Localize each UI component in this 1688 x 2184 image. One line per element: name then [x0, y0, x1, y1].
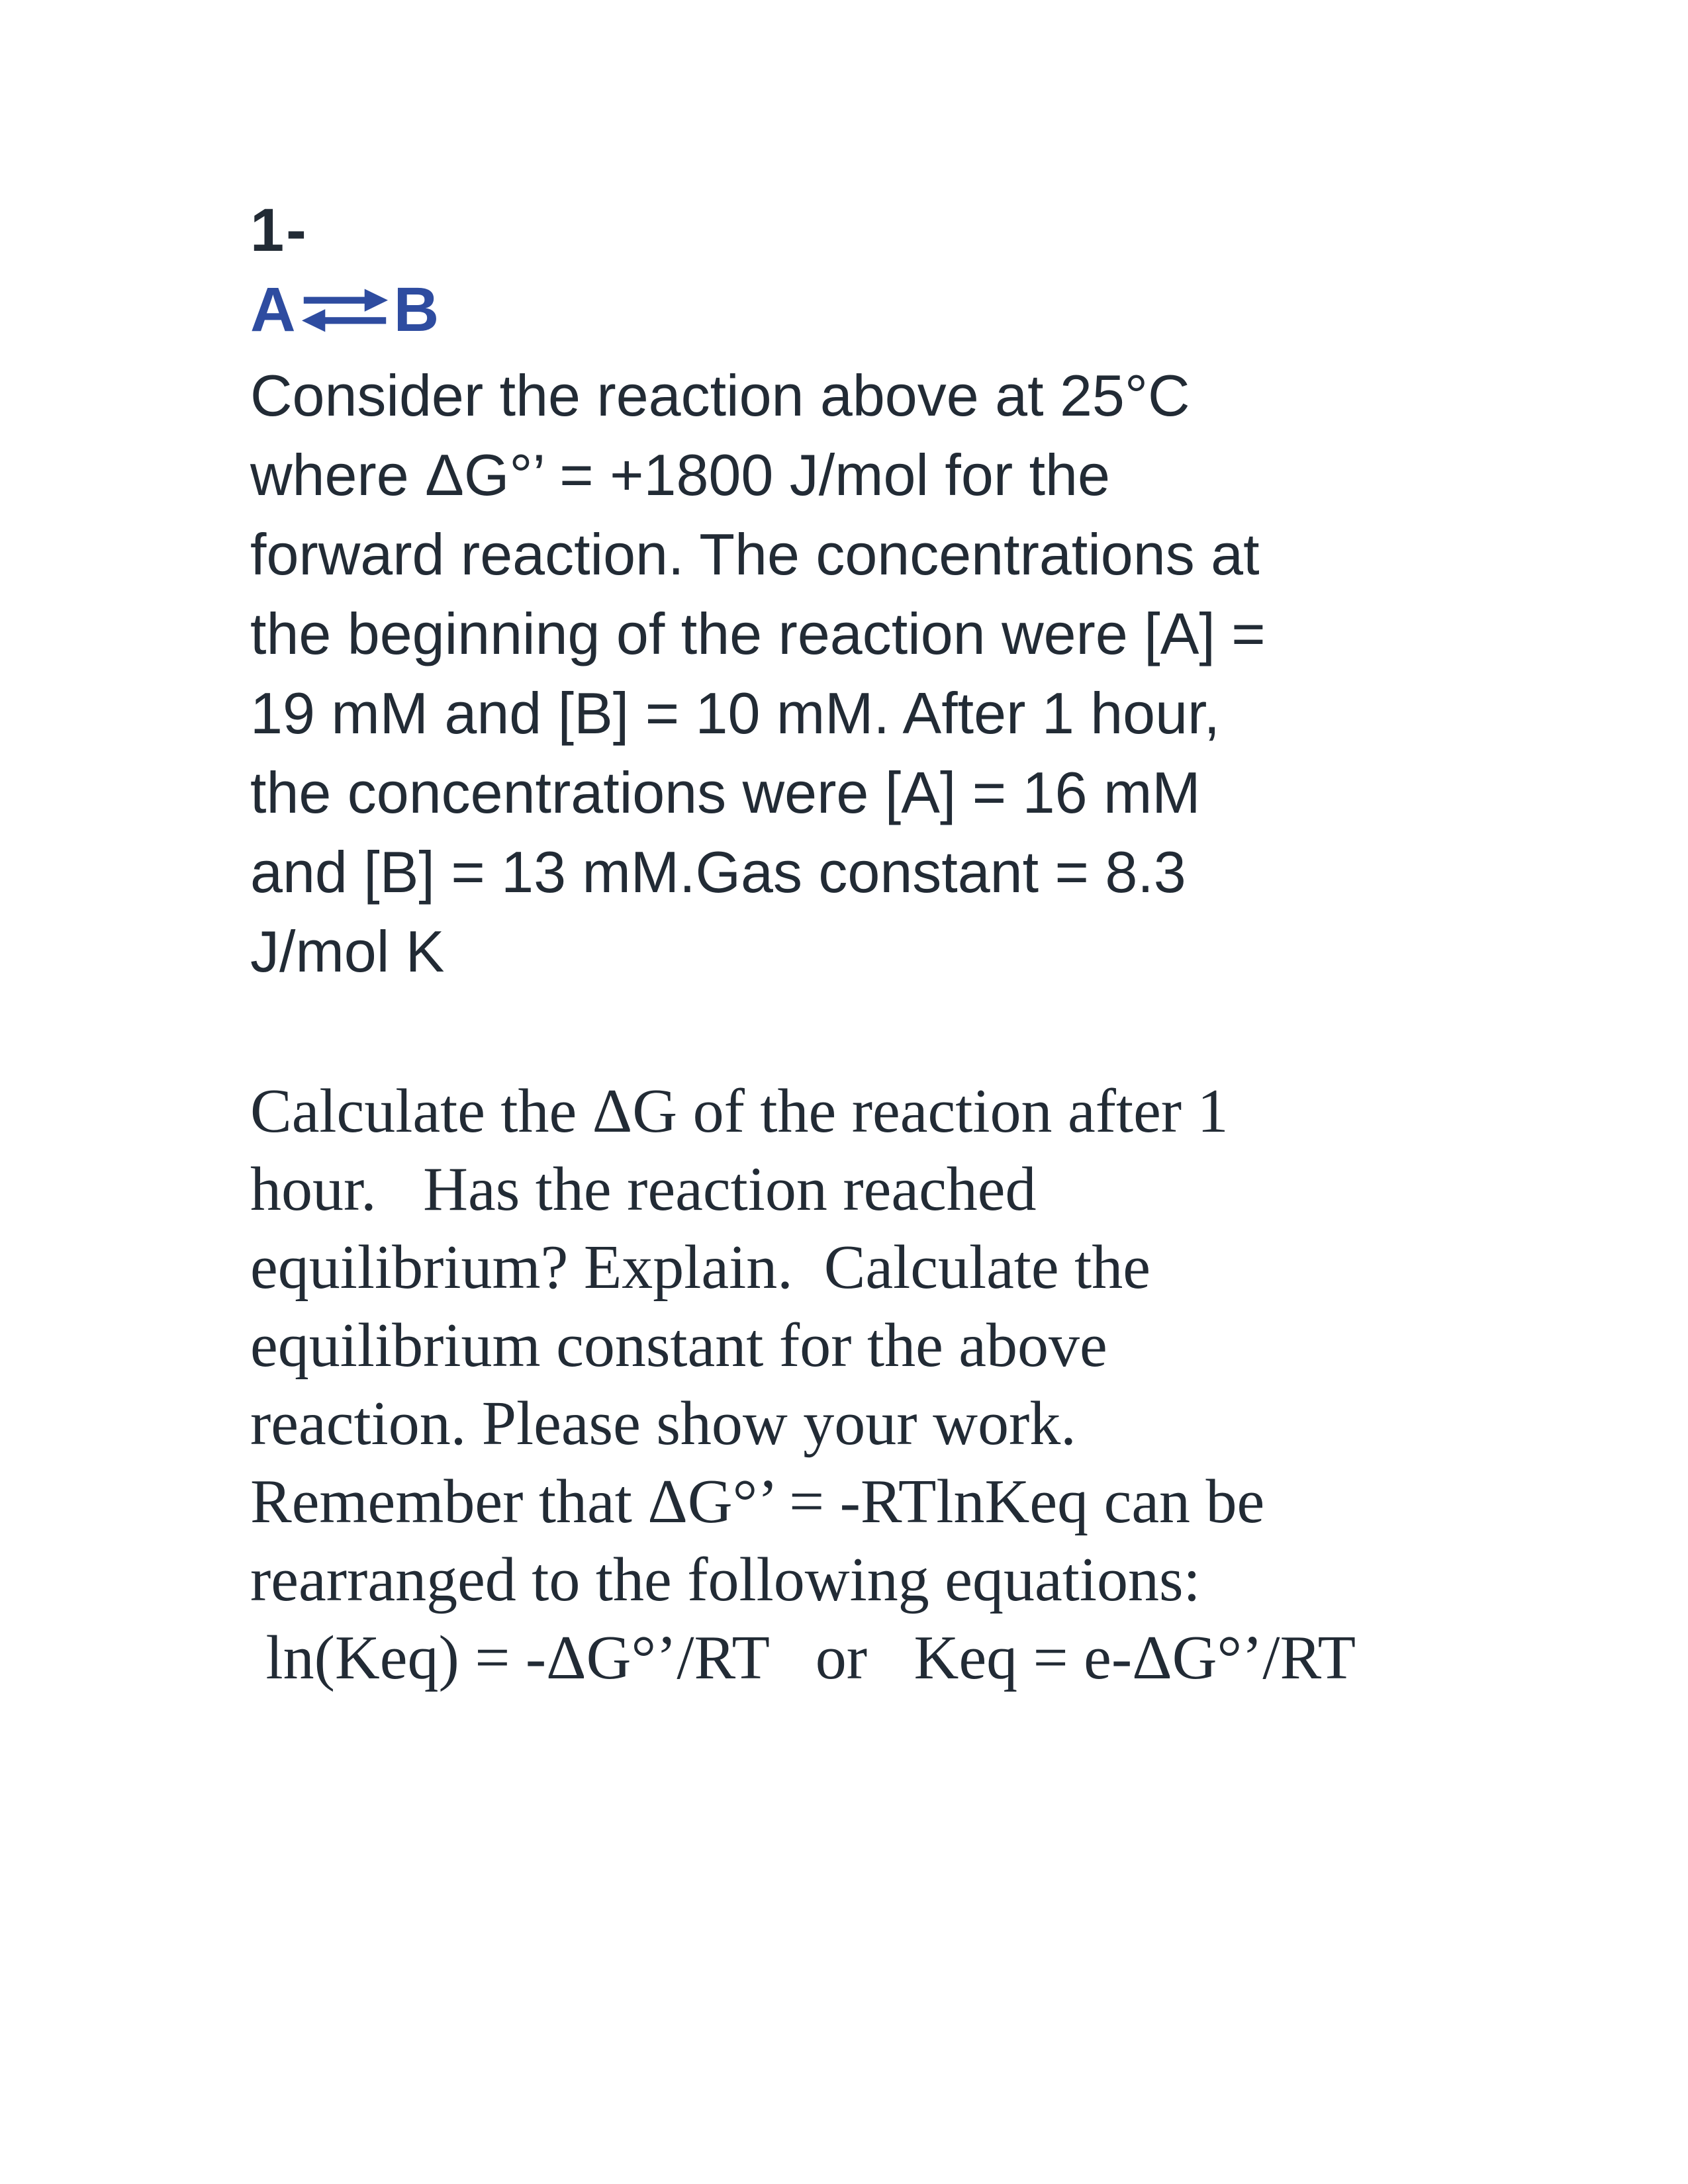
problem-statement-line: the beginning of the reaction were [A] =: [250, 601, 1266, 666]
question-text-line: equilibrium constant for the above: [250, 1311, 1107, 1380]
problem-statement-line: the concentrations were [A] = 16 mM: [250, 760, 1201, 825]
product-label: B: [393, 275, 440, 345]
question-text-line: rearranged to the following equations:: [250, 1545, 1201, 1614]
question-text-line: hour. Has the reaction reached: [250, 1155, 1037, 1224]
question-text-line: Calculate the ΔG of the reaction after 1: [250, 1077, 1229, 1146]
question-text-line: reaction. Please show your work.: [250, 1389, 1076, 1458]
equilibrium-arrows-icon: [302, 287, 388, 338]
problem-statement-line: Consider the reaction above at 25°C: [250, 363, 1190, 428]
reaction-equation: [250, 275, 440, 345]
reactant-label: A: [250, 275, 296, 345]
problem-statement-line: J/mol K: [250, 919, 445, 984]
problem-statement: [250, 356, 1266, 991]
problem-number: 1-: [250, 197, 308, 264]
question-text-line: Remember that ΔG°’ = -RTlnKeq can be: [250, 1467, 1265, 1536]
question-text: [250, 1072, 1356, 1697]
problem-statement-line: and [B] = 13 mM.Gas constant = 8.3: [250, 839, 1186, 905]
problem-statement-line: where ΔG°’ = +1800 J/mol for the: [250, 442, 1110, 508]
question-text-line: ln(Keq) = -ΔG°’/RT or Keq = e-ΔG°’/RT: [250, 1623, 1356, 1692]
question-text-line: equilibrium? Explain. Calculate the: [250, 1233, 1150, 1302]
problem-statement-line: forward reaction. The concentrations at: [250, 522, 1260, 587]
problem-statement-line: 19 mM and [B] = 10 mM. After 1 hour,: [250, 680, 1220, 746]
